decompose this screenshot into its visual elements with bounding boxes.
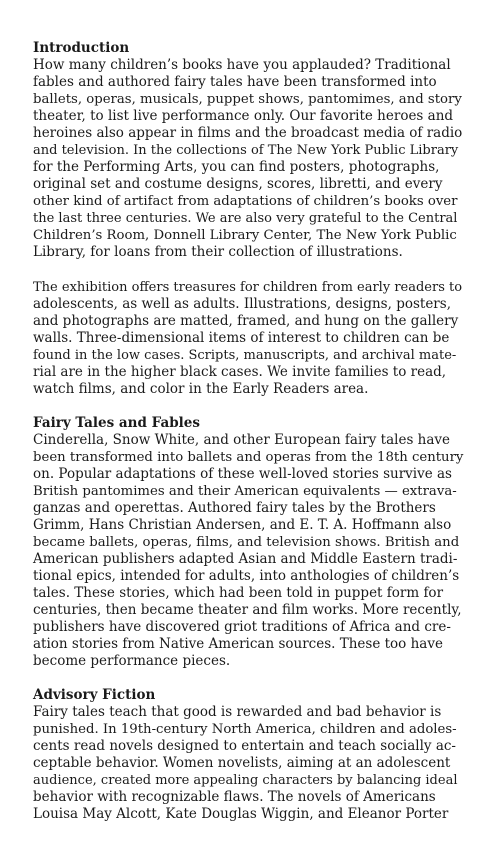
text-line: ation stories from Native American sources. These too have — [33, 636, 443, 652]
text-line: Grimm, Hans Christian Andersen, and E. T. A. Hoffmann also — [33, 517, 452, 533]
text-line: adolescents, as well as adults. Illustrations, designs, posters, — [33, 296, 451, 312]
text-line: centuries, then became theater and film works. More recently, — [33, 602, 462, 618]
text-line: Louisa May Alcott, Kate Douglas Wiggin, and Eleanor Porter — [33, 806, 449, 822]
text-line: watch films, and color in the Early Readers area. — [33, 381, 369, 397]
text-line: tional epics, intended for adults, into anthologies of children’s — [33, 568, 460, 584]
text-line: became ballets, operas, films, and television shows. British and — [33, 535, 460, 550]
text-line: ceptable behavior. Women novelists, aiming at an adolescent — [33, 755, 451, 771]
paragraph — [33, 432, 463, 670]
paragraph — [33, 279, 463, 398]
section-heading: Advisory Fiction — [33, 687, 156, 703]
section-introduction — [33, 40, 463, 398]
text-line: Fairy tales teach that good is rewarded and bad behavior is — [33, 704, 442, 720]
text-line: American publishers adapted Asian and Middle Eastern tradi- — [33, 551, 458, 567]
text-line: and television. In the collections of The New York Public Library — [33, 143, 459, 158]
text-line: Cinderella, Snow White, and other European fairy tales have — [33, 432, 451, 448]
section-heading: Fairy Tales and Fables — [33, 415, 200, 431]
text-line: on. Popular adaptations of these well-loved stories survive as — [33, 466, 452, 482]
document-page — [33, 40, 463, 840]
text-line: Children’s Room, Donnell Library Center, The New York Public — [33, 228, 457, 243]
text-line: walls. Three-dimensional items of interest to children can be — [33, 330, 450, 346]
text-line: original set and costume designs, scores, libretti, and every — [33, 176, 443, 192]
paragraph — [33, 57, 463, 261]
text-line: found in the low cases. Scripts, manuscripts, and archival mate- — [33, 348, 457, 363]
text-line: for the Performing Arts, you can find posters, photographs, — [33, 159, 440, 175]
text-line: publishers have discovered griot traditions of Africa and cre- — [33, 619, 451, 635]
text-line: audience, created more appealing characters by balancing ideal — [33, 773, 458, 788]
section-advisory-fiction — [33, 687, 463, 823]
text-line: British pantomimes and their American equivalents — extrava- — [33, 484, 457, 499]
text-line: ballets, operas, musicals, puppet shows, pantomimes, and story — [33, 92, 462, 107]
text-line: behavior with recognizable flaws. The novels of Americans — [33, 789, 436, 805]
text-line: fables and authored fairy tales have been transformed into — [33, 74, 437, 90]
section-fairy-tales-and-fables — [33, 415, 463, 670]
text-line: theater, to list live performance only. Our favorite heroes and — [33, 108, 454, 124]
text-line: heroines also appear in films and the broadcast media of radio — [33, 125, 463, 141]
text-line: been transformed into ballets and operas from the 18th century — [33, 450, 464, 465]
section-heading: Introduction — [33, 40, 130, 56]
text-line: The exhibition offers treasures for children from early readers to — [33, 280, 463, 295]
text-line: and photographs are matted, framed, and hung on the gallery — [33, 313, 459, 329]
text-line: tales. These stories, which had been told in puppet form for — [33, 585, 444, 601]
text-line: punished. In 19th-century North America, children and adoles- — [33, 722, 457, 737]
text-line: become performance pieces. — [33, 653, 231, 669]
text-line: other kind of artifact from adaptations of children’s books over — [33, 194, 458, 209]
text-line: How many children’s books have you applauded? Traditional — [33, 57, 451, 73]
text-line: the last three centuries. We are also very grateful to the Central — [33, 211, 458, 226]
text-line: rial are in the higher black cases. We invite families to read, — [33, 364, 447, 380]
text-line: Library, for loans from their collection of illustrations. — [33, 244, 403, 260]
text-line: ganzas and operettas. Authored fairy tales by the Brothers — [33, 500, 436, 516]
text-line: cents read novels designed to entertain and teach socially ac- — [33, 738, 456, 754]
paragraph — [33, 704, 463, 823]
